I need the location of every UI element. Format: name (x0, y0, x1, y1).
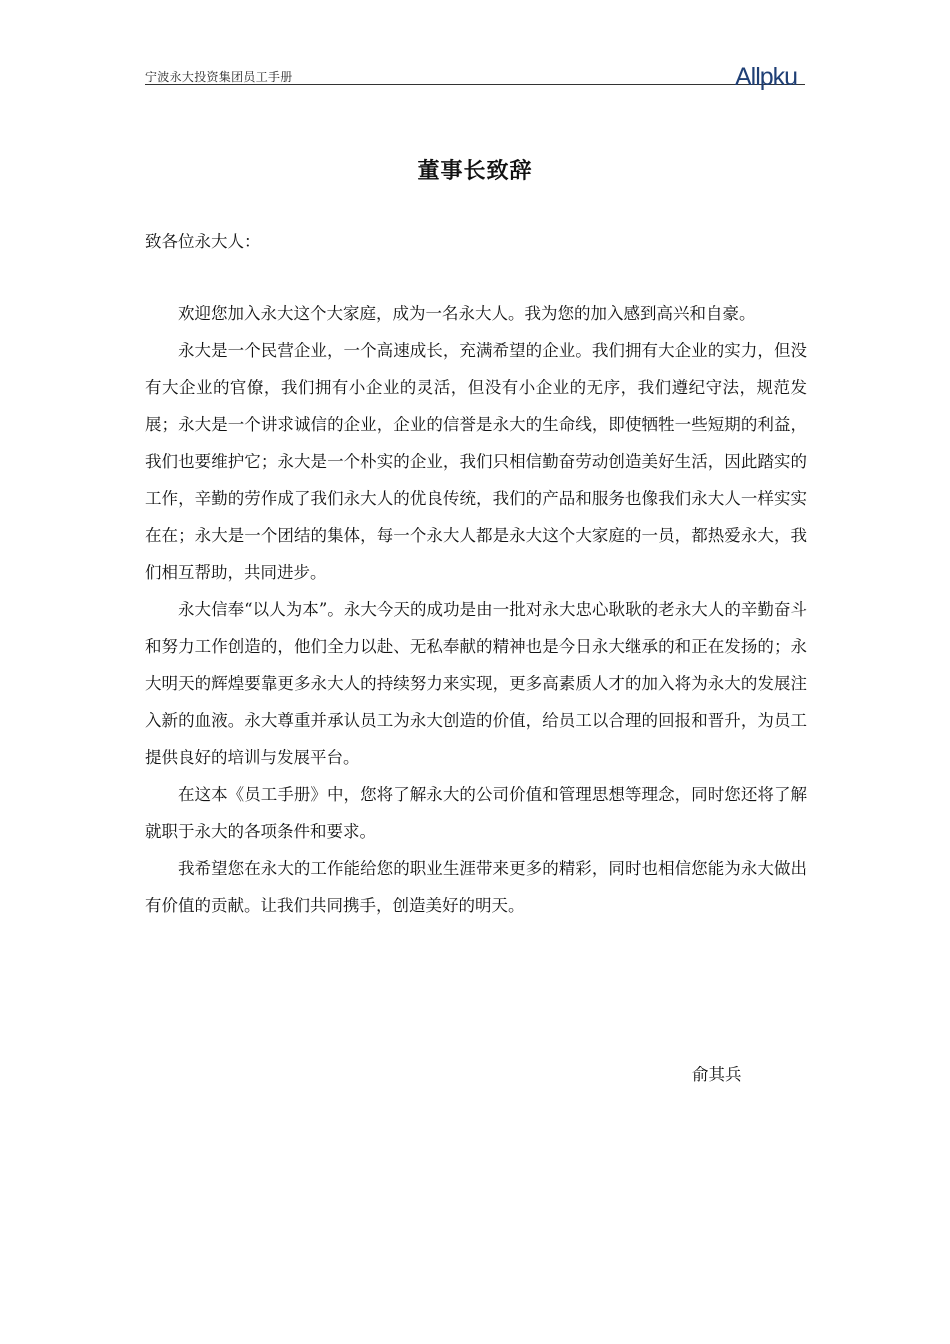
greeting: 致各位永大人： (145, 232, 261, 251)
paragraph-company-intro: 永大是一个民营企业，一个高速成长，充满希望的企业。我们拥有大企业的实力，但没有大企业的官僚，我们拥有小企业的灵活，但没有小企业的无序，我们遵纪守法，规范发展；永大是一个讲求诚信的企业，企业的信誉是永大的生命线，即使牺牲一些短期的利益，我们也要维护它；永大是一个朴实的企业，我们只相信勤奋劳动创造美好生活，因此踏实的工作，辛勤的劳作成了我们永大人的优良传统，我们的产品和服务也像我们永大人一样实实在在；永大是一个团结的集体，每一个永大人都是永大这个大家庭的一员，都热爱永大，我们相互帮助，共同进步。 (145, 341, 807, 582)
signature: 俞其兵 (692, 1065, 742, 1084)
letter-body (145, 295, 807, 924)
header-title: 宁波永大投资集团员工手册 (145, 70, 293, 84)
paragraph-welcome: 欢迎您加入永大这个大家庭，成为一名永大人。我为您的加入感到高兴和自豪。 (178, 304, 756, 323)
document-title: 董事长致辞 (417, 159, 533, 184)
paragraph-people-first: 永大信奉“以人为本”。永大今天的成功是由一批对永大忠心耿耿的老永大人的辛勤奋斗和努力工作创造的，他们全力以赴、无私奉献的精神也是今日永大继承的和正在发扬的；永大明天的辉煌要靠更多永大人的持续努力来实现，更多高素质人才的加入将为永大的发展注入新的血液。永大尊重并承认员工为永大创造的价值，给员工以合理的回报和晋升，为员工提供良好的培训与发展平台。 (145, 600, 807, 767)
logo-text: Allpku (735, 63, 798, 91)
allpku-logo (735, 62, 805, 96)
paragraph-closing: 我希望您在永大的工作能给您的职业生涯带来更多的精彩，同时也相信您能为永大做出有价值的贡献。让我们共同携手，创造美好的明天。 (145, 859, 807, 915)
page-header (145, 62, 805, 96)
paragraph-handbook: 在这本《员工手册》中，您将了解永大的公司价值和管理思想等理念，同时您还将了解就职于永大的各项条件和要求。 (145, 785, 807, 841)
header-rule (145, 84, 805, 85)
